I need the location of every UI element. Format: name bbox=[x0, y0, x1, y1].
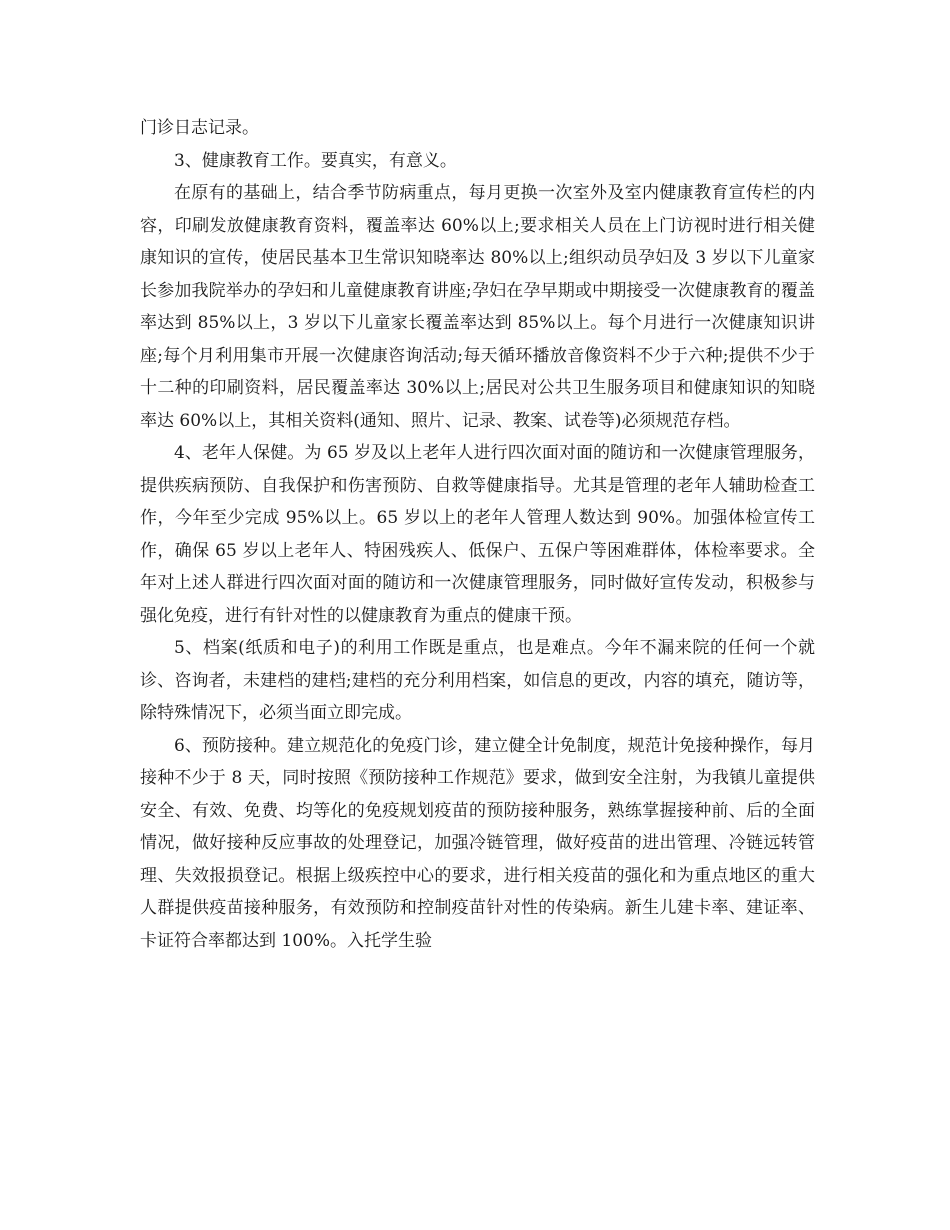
paragraph-3-health-education-details: 在原有的基础上，结合季节防病重点，每月更换一次室外及室内健康教育宣传栏的内容，印刷发放健康教育资料，覆盖率达 60%以上;要求相关人员在上门访视时进行相关健康知识的宣传，使居民基本卫生常识知晓率达 80%以上;组织动员孕妇及 3 岁以下儿童家长参加我院举办的孕妇和儿童健康教育讲座;孕妇在孕早期或中期接受一次健康教育的覆盖率达到 85%以上，3 岁以下儿童家长覆盖率达到 85%以上。每个月进行一次健康知识讲座;每个月利用集市开展一次健康咨询活动;每天循环播放音像资料不少于六种;提供不少于十二种的印刷资料，居民覆盖率达 30%以上;居民对公共卫生服务项目和健康知识的知晓率达 60%以上，其相关资料(通知、照片、记录、教案、试卷等)必须规范存档。 bbox=[140, 183, 815, 431]
document-page bbox=[140, 112, 815, 957]
paragraph-6-vaccination: 6、预防接种。建立规范化的免疫门诊，建立健全计免制度，规范计免接种操作，每月接种不少于 8 天，同时按照《预防接种工作规范》要求，做到安全注射，为我镇儿童提供安全、有效、免费、均等化的免疫规划疫苗的预防接种服务，熟练掌握接种前、后的全面情况，做好接种反应事故的处理登记，加强冷链管理，做好疫苗的进出管理、冷链远转管理、失效报损登记。根据上级疾控中心的要求，进行相关疫苗的强化和为重点地区的重大人群提供疫苗接种服务，有效预防和控制疫苗针对性的传染病。新生儿建卡率、建证率、卡证符合率都达到 100%。入托学生验 bbox=[140, 735, 815, 951]
paragraph-5-records: 5、档案(纸质和电子)的利用工作既是重点，也是难点。今年不漏来院的任何一个就诊、咨询者，未建档的建档;建档的充分利用档案，如信息的更改，内容的填充，随访等，除特殊情况下，必须当面立即完成。 bbox=[140, 638, 815, 723]
paragraph-4-elderly-care: 4、老年人保健。为 65 岁及以上老年人进行四次面对面的随访和一次健康管理服务，提供疾病预防、自我保护和伤害预防、自救等健康指导。尤其是管理的老年人辅助检查工作，今年至少完成 95%以上。65 岁以上的老年人管理人数达到 90%。加强体检宣传工作，确保 65 岁以上老年人、特困残疾人、低保户、五保户等困难群体，体检率要求。全年对上述人群进行四次面对面的随访和一次健康管理服务，同时做好宣传发动，积极参与强化免疫，进行有针对性的以健康教育为重点的健康干预。 bbox=[140, 443, 815, 626]
paragraph-2-heading-health-education: 3、健康教育工作。要真实，有意义。 bbox=[174, 150, 457, 171]
paragraph-1: 门诊日志记录。 bbox=[140, 118, 259, 138]
